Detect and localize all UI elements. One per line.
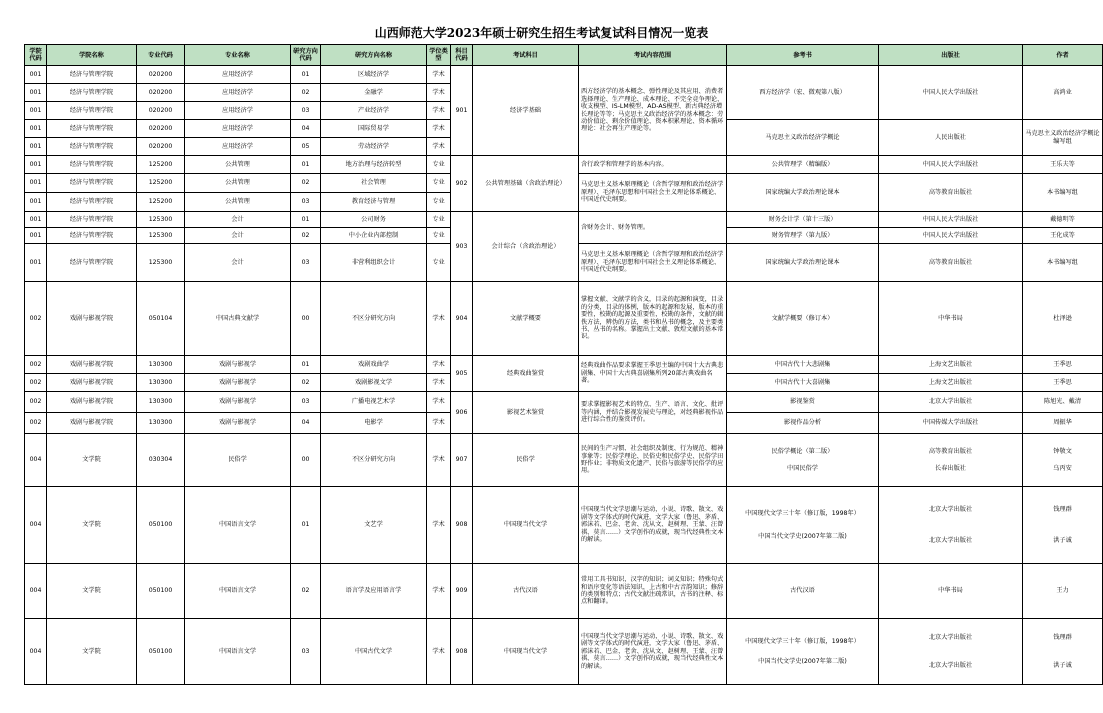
subject-name: 民俗学 bbox=[473, 434, 579, 487]
subjects-table bbox=[24, 44, 1103, 685]
degree-type: 学术 bbox=[427, 356, 451, 374]
book-author: 戴德明等 bbox=[1023, 212, 1103, 228]
major-name: 中国语言文学 bbox=[185, 487, 291, 564]
book-author: 王季思 bbox=[1023, 356, 1103, 374]
book-title bbox=[727, 619, 879, 685]
book-publisher-2: 北京大学出版社 bbox=[928, 661, 973, 669]
subject-code: 909 bbox=[451, 564, 473, 619]
degree-type: 学术 bbox=[427, 138, 451, 156]
table-row bbox=[25, 66, 1103, 84]
book-author bbox=[1023, 434, 1103, 487]
degree-type: 学术 bbox=[427, 413, 451, 434]
header-degree: 学位类型 bbox=[427, 45, 451, 66]
major-code: 125300 bbox=[137, 244, 185, 282]
book-publisher: 人民出版社 bbox=[879, 120, 1023, 156]
college-code: 001 bbox=[25, 228, 47, 244]
dir-code: 03 bbox=[291, 193, 321, 212]
subject-code: 901 bbox=[451, 66, 473, 156]
book-title: 公共管理学（精编版） bbox=[727, 156, 879, 174]
dir-code: 04 bbox=[291, 413, 321, 434]
dir-name: 公司财务 bbox=[321, 212, 427, 228]
college-name: 经济与管理学院 bbox=[47, 174, 137, 193]
degree-type: 学术 bbox=[427, 102, 451, 120]
dir-code: 01 bbox=[291, 156, 321, 174]
subject-name: 经济学基础 bbox=[473, 66, 579, 156]
book-title: 古代汉语 bbox=[727, 564, 879, 619]
dir-code: 01 bbox=[291, 487, 321, 564]
degree-type: 专业 bbox=[427, 156, 451, 174]
college-code: 004 bbox=[25, 487, 47, 564]
major-code: 020200 bbox=[137, 102, 185, 120]
college-code: 002 bbox=[25, 413, 47, 434]
book-author: 本书编写组 bbox=[1023, 174, 1103, 212]
major-code: 050100 bbox=[137, 487, 185, 564]
book-title: 财务会计学（第十三版） bbox=[727, 212, 879, 228]
table-row bbox=[25, 392, 1103, 413]
college-name: 经济与管理学院 bbox=[47, 244, 137, 282]
dir-name: 金融学 bbox=[321, 84, 427, 102]
college-code: 002 bbox=[25, 356, 47, 374]
dir-code: 05 bbox=[291, 138, 321, 156]
dir-code: 01 bbox=[291, 66, 321, 84]
major-code: 125300 bbox=[137, 228, 185, 244]
header-dir-code: 研究方向代码 bbox=[291, 45, 321, 66]
dir-name: 中小企业内部控制 bbox=[321, 228, 427, 244]
college-name: 戏剧与影视学院 bbox=[47, 356, 137, 374]
book-title: 西方经济学（宏、微观第八版） bbox=[727, 66, 879, 120]
major-name: 应用经济学 bbox=[185, 120, 291, 138]
book-publisher: 中华书局 bbox=[879, 564, 1023, 619]
subject-code: 903 bbox=[451, 212, 473, 282]
major-name: 会计 bbox=[185, 212, 291, 228]
major-code: 020200 bbox=[137, 120, 185, 138]
degree-type: 学术 bbox=[427, 564, 451, 619]
dir-name: 中国古代文学 bbox=[321, 619, 427, 685]
subject-name: 公共管理基础（含政治理论） bbox=[473, 156, 579, 212]
dir-name: 文艺学 bbox=[321, 487, 427, 564]
book-publisher: 上海文艺出版社 bbox=[879, 374, 1023, 392]
dir-code: 02 bbox=[291, 564, 321, 619]
subject-content: 常用工具书知识，汉字的知识；词义知识；特殊句式和语序变化等语法知识，上古和中古音韵知识；修辞的类别和特点；古代文献注疏常识，古书的注释、标点和翻译。 bbox=[579, 564, 727, 619]
major-name: 公共管理 bbox=[185, 156, 291, 174]
college-name: 文学院 bbox=[47, 487, 137, 564]
degree-type: 学术 bbox=[427, 487, 451, 564]
subject-code: 908 bbox=[451, 487, 473, 564]
book-author: 王力 bbox=[1023, 564, 1103, 619]
dir-name: 不区分研究方向 bbox=[321, 434, 427, 487]
table-row bbox=[25, 212, 1103, 228]
book-author: 王乐夫等 bbox=[1023, 156, 1103, 174]
major-code: 020200 bbox=[137, 138, 185, 156]
book-title: 中国古代十大悲剧集 bbox=[727, 356, 879, 374]
book-publisher: 中国人民大学出版社 bbox=[879, 212, 1023, 228]
book-title: 文献学概要（修订本） bbox=[727, 282, 879, 356]
major-name: 中国语言文学 bbox=[185, 619, 291, 685]
book-author-1: 钱理群 bbox=[1053, 505, 1072, 513]
major-name: 戏剧与影视学 bbox=[185, 374, 291, 392]
college-code: 001 bbox=[25, 138, 47, 156]
college-name: 经济与管理学院 bbox=[47, 120, 137, 138]
book-author bbox=[1023, 619, 1103, 685]
college-code: 001 bbox=[25, 120, 47, 138]
dir-name: 区域经济学 bbox=[321, 66, 427, 84]
book-author: 高鸿业 bbox=[1023, 66, 1103, 120]
college-code: 001 bbox=[25, 174, 47, 193]
book-author-2: 洪子诚 bbox=[1053, 537, 1072, 544]
major-name: 会计 bbox=[185, 244, 291, 282]
book-publisher-2: 长春出版社 bbox=[935, 465, 966, 472]
book-title bbox=[727, 434, 879, 487]
header-row bbox=[25, 45, 1103, 66]
book-publisher: 中国人民大学出版社 bbox=[879, 228, 1023, 244]
degree-type: 专业 bbox=[427, 244, 451, 282]
college-code: 001 bbox=[25, 102, 47, 120]
subject-code: 904 bbox=[451, 282, 473, 356]
dir-code: 00 bbox=[291, 282, 321, 356]
degree-type: 学术 bbox=[427, 392, 451, 413]
dir-code: 02 bbox=[291, 174, 321, 193]
dir-code: 02 bbox=[291, 374, 321, 392]
degree-type: 专业 bbox=[427, 193, 451, 212]
dir-name: 戏剧戏曲学 bbox=[321, 356, 427, 374]
book-title bbox=[727, 487, 879, 564]
college-name: 经济与管理学院 bbox=[47, 102, 137, 120]
college-code: 001 bbox=[25, 66, 47, 84]
table-row bbox=[25, 282, 1103, 356]
dir-code: 03 bbox=[291, 102, 321, 120]
subject-name: 会计综合（含政治理论） bbox=[473, 212, 579, 282]
dir-code: 03 bbox=[291, 392, 321, 413]
college-name: 经济与管理学院 bbox=[47, 212, 137, 228]
degree-type: 专业 bbox=[427, 174, 451, 193]
book-publisher: 北京大学出版社 bbox=[879, 392, 1023, 413]
book-publisher: 中华书局 bbox=[879, 282, 1023, 356]
degree-type: 学术 bbox=[427, 120, 451, 138]
book-title: 国家统编大学政治理论课本 bbox=[727, 244, 879, 282]
college-name: 经济与管理学院 bbox=[47, 84, 137, 102]
book-title-1: 中国现代文学三十年（修订版，1998年） bbox=[745, 638, 860, 646]
book-title: 影视鉴赏 bbox=[727, 392, 879, 413]
major-code: 050104 bbox=[137, 282, 185, 356]
major-name: 应用经济学 bbox=[185, 66, 291, 84]
book-title-2: 中国当代文学史(2007年第二版) bbox=[758, 533, 847, 540]
book-publisher: 中国人民大学出版社 bbox=[879, 66, 1023, 120]
college-code: 002 bbox=[25, 282, 47, 356]
book-publisher-1: 高等教育出版社 bbox=[928, 447, 973, 455]
header-college-code: 学院代码 bbox=[25, 45, 47, 66]
dir-name: 地方治理与经济转型 bbox=[321, 156, 427, 174]
major-code: 130300 bbox=[137, 356, 185, 374]
subject-content: 要求掌握影视艺术的特点、生产、语言、文化、批评等内涵，并结合影视发展史与理论，对经典影视作品进行综合性的鉴赏评价。 bbox=[579, 392, 727, 434]
subject-code: 902 bbox=[451, 156, 473, 212]
book-author: 本书编写组 bbox=[1023, 244, 1103, 282]
book-title: 马克思主义政治经济学概论 bbox=[727, 120, 879, 156]
degree-type: 学术 bbox=[427, 84, 451, 102]
degree-type: 学术 bbox=[427, 66, 451, 84]
header-author: 作者 bbox=[1023, 45, 1103, 66]
subject-name: 影视艺术鉴赏 bbox=[473, 392, 579, 434]
major-code: 050100 bbox=[137, 564, 185, 619]
dir-name: 产业经济学 bbox=[321, 102, 427, 120]
degree-type: 学术 bbox=[427, 619, 451, 685]
book-author-1: 钱理群 bbox=[1053, 634, 1072, 642]
header-subject-code: 科目代码 bbox=[451, 45, 473, 66]
dir-code: 01 bbox=[291, 356, 321, 374]
major-name: 中国古典文献学 bbox=[185, 282, 291, 356]
college-name: 经济与管理学院 bbox=[47, 66, 137, 84]
subject-content: 经典戏曲作品要求掌握王季思主编的中国十大古典悲剧集、中国十大古典喜剧集所列20部古典戏曲名著。 bbox=[579, 356, 727, 392]
book-author: 杜泽逊 bbox=[1023, 282, 1103, 356]
subject-content: 中国现当代文学思潮与运动，小说、诗歌、散文、戏剧等文学体式的时代演进，文学大家（鲁迅、茅盾、郭沫若、巴金、老舍、沈从文、赵树理、王蒙、汪曾祺、莫言……）文学创作的成就，现当代经典性文本的解读。 bbox=[579, 619, 727, 685]
major-name: 民俗学 bbox=[185, 434, 291, 487]
major-name: 中国语言文学 bbox=[185, 564, 291, 619]
college-code: 001 bbox=[25, 244, 47, 282]
college-name: 经济与管理学院 bbox=[47, 156, 137, 174]
dir-name: 电影学 bbox=[321, 413, 427, 434]
college-name: 文学院 bbox=[47, 619, 137, 685]
book-author: 马克思主义政治经济学概论编写组 bbox=[1023, 120, 1103, 156]
header-subject: 考试科目 bbox=[473, 45, 579, 66]
degree-type: 专业 bbox=[427, 228, 451, 244]
major-code: 125200 bbox=[137, 174, 185, 193]
college-code: 001 bbox=[25, 212, 47, 228]
subject-content: 马克思主义基本原理概论（含哲学原理和政治经济学原理）、毛泽东思想和中国社会主义理论体系概论、中国近代史纲要。 bbox=[579, 244, 727, 282]
college-name: 戏剧与影视学院 bbox=[47, 282, 137, 356]
subject-content: 含财务会计、财务管理。 bbox=[579, 212, 727, 244]
college-name: 经济与管理学院 bbox=[47, 193, 137, 212]
degree-type: 学术 bbox=[427, 434, 451, 487]
dir-name: 不区分研究方向 bbox=[321, 282, 427, 356]
college-name: 经济与管理学院 bbox=[47, 138, 137, 156]
subject-content: 西方经济学的基本概念、弹性理论及其应用、消费者选择理论、生产理论、成本理论、不完全竞争理论、收支模型、IS-LM模型、AD-AS模型、新古典经济增长理论等等；马克思主义政治经济学的基本概念：劳动价值论、剩余价值理论、资本积累理论、资本循环理论：社会再生产理论等。 bbox=[579, 66, 727, 156]
book-title: 财务管理学（第九版） bbox=[727, 228, 879, 244]
dir-name: 劳动经济学 bbox=[321, 138, 427, 156]
dir-name: 戏剧影视文学 bbox=[321, 374, 427, 392]
major-code: 020200 bbox=[137, 84, 185, 102]
dir-name: 社会管理 bbox=[321, 174, 427, 193]
degree-type: 专业 bbox=[427, 212, 451, 228]
subject-content: 民间的生产习惯、社会组织及制度、行为规范、精神事象等；民俗学理论、民俗史和民俗学史、民俗学田野作业；非物质文化遗产、民俗与旅游等民俗学的应用。 bbox=[579, 434, 727, 487]
college-code: 004 bbox=[25, 434, 47, 487]
book-title: 中国古代十大喜剧集 bbox=[727, 374, 879, 392]
table-row bbox=[25, 564, 1103, 619]
header-dir: 研究方向名称 bbox=[321, 45, 427, 66]
major-name: 应用经济学 bbox=[185, 138, 291, 156]
book-author: 陈旭光、戴清 bbox=[1023, 392, 1103, 413]
book-publisher-1: 北京大学出版社 bbox=[928, 505, 973, 513]
book-author: 王化成等 bbox=[1023, 228, 1103, 244]
dir-name: 非营利组织会计 bbox=[321, 244, 427, 282]
college-name: 经济与管理学院 bbox=[47, 228, 137, 244]
major-code: 125300 bbox=[137, 212, 185, 228]
header-college: 学院名称 bbox=[47, 45, 137, 66]
major-code: 130300 bbox=[137, 413, 185, 434]
major-name: 公共管理 bbox=[185, 174, 291, 193]
table-row bbox=[25, 434, 1103, 487]
book-publisher-2: 北京大学出版社 bbox=[928, 537, 973, 544]
book-title-1: 中国现代文学三十年（修订版，1998年） bbox=[745, 509, 860, 517]
college-name: 文学院 bbox=[47, 434, 137, 487]
college-name: 文学院 bbox=[47, 564, 137, 619]
book-title-2: 中国当代文学史(2007年第二版) bbox=[758, 657, 847, 665]
subject-code: 907 bbox=[451, 434, 473, 487]
book-publisher bbox=[879, 434, 1023, 487]
header-content: 考试内容范围 bbox=[579, 45, 727, 66]
major-name: 戏剧与影视学 bbox=[185, 392, 291, 413]
book-title-1: 民俗学概论（第二版） bbox=[771, 447, 834, 455]
major-code: 130300 bbox=[137, 374, 185, 392]
book-publisher bbox=[879, 487, 1023, 564]
dir-code: 03 bbox=[291, 244, 321, 282]
subject-content: 马克思主义基本原理概论（含哲学原理和政治经济学原理）、毛泽东思想和中国社会主义理论体系概论、中国近代史纲要。 bbox=[579, 174, 727, 212]
dir-name: 国际贸易学 bbox=[321, 120, 427, 138]
college-code: 002 bbox=[25, 392, 47, 413]
header-book: 参考书 bbox=[727, 45, 879, 66]
college-code: 004 bbox=[25, 564, 47, 619]
dir-name: 教育经济与管理 bbox=[321, 193, 427, 212]
major-name: 公共管理 bbox=[185, 193, 291, 212]
book-author-1: 钟敬文 bbox=[1053, 447, 1072, 455]
book-title: 国家统编大学政治理论课本 bbox=[727, 174, 879, 212]
book-publisher: 高等教育出版社 bbox=[879, 174, 1023, 212]
book-author bbox=[1023, 487, 1103, 564]
table-row bbox=[25, 619, 1103, 685]
book-publisher: 上海文艺出版社 bbox=[879, 356, 1023, 374]
college-code: 001 bbox=[25, 84, 47, 102]
subject-name: 古代汉语 bbox=[473, 564, 579, 619]
major-name: 应用经济学 bbox=[185, 102, 291, 120]
subject-content: 中国现当代文学思潮与运动，小说、诗歌、散文、戏剧等文学体式的时代演进，文学大家（鲁迅、茅盾、郭沫若、巴金、老舍、沈从文、赵树理、王蒙、汪曾祺、莫言……）文学创作的成就，现当代经典性文本的解读。 bbox=[579, 487, 727, 564]
dir-code: 01 bbox=[291, 212, 321, 228]
college-name: 戏剧与影视学院 bbox=[47, 413, 137, 434]
book-author-2: 洪子诚 bbox=[1053, 661, 1072, 669]
subject-code: 906 bbox=[451, 392, 473, 434]
book-author: 周振华 bbox=[1023, 413, 1103, 434]
major-code: 050100 bbox=[137, 619, 185, 685]
dir-code: 00 bbox=[291, 434, 321, 487]
book-publisher: 高等教育出版社 bbox=[879, 244, 1023, 282]
degree-type: 学术 bbox=[427, 374, 451, 392]
header-major: 专业名称 bbox=[185, 45, 291, 66]
table-row bbox=[25, 156, 1103, 174]
dir-code: 03 bbox=[291, 619, 321, 685]
book-title-2: 中国民俗学 bbox=[787, 465, 818, 472]
table-row bbox=[25, 356, 1103, 374]
major-name: 应用经济学 bbox=[185, 84, 291, 102]
subject-content: 含行政学和管理学的基本内容。 bbox=[579, 156, 727, 174]
subject-code: 905 bbox=[451, 356, 473, 392]
book-publisher bbox=[879, 619, 1023, 685]
major-code: 030304 bbox=[137, 434, 185, 487]
dir-code: 02 bbox=[291, 84, 321, 102]
book-publisher: 中国传媒大学出版社 bbox=[879, 413, 1023, 434]
book-author: 王季思 bbox=[1023, 374, 1103, 392]
book-title: 影视作品分析 bbox=[727, 413, 879, 434]
dir-name: 广播电视艺术学 bbox=[321, 392, 427, 413]
subject-code: 908 bbox=[451, 619, 473, 685]
college-name: 戏剧与影视学院 bbox=[47, 374, 137, 392]
table-row bbox=[25, 487, 1103, 564]
college-code: 001 bbox=[25, 193, 47, 212]
subject-name: 中国现当代文学 bbox=[473, 619, 579, 685]
header-major-code: 专业代码 bbox=[137, 45, 185, 66]
major-code: 020200 bbox=[137, 66, 185, 84]
dir-code: 02 bbox=[291, 228, 321, 244]
header-publisher: 出版社 bbox=[879, 45, 1023, 66]
major-name: 会计 bbox=[185, 228, 291, 244]
subject-name: 中国现当代文学 bbox=[473, 487, 579, 564]
major-name: 戏剧与影视学 bbox=[185, 413, 291, 434]
dir-code: 04 bbox=[291, 120, 321, 138]
major-code: 125200 bbox=[137, 193, 185, 212]
subject-name: 文献学概要 bbox=[473, 282, 579, 356]
major-code: 130300 bbox=[137, 392, 185, 413]
major-name: 戏剧与影视学 bbox=[185, 356, 291, 374]
major-code: 125200 bbox=[137, 156, 185, 174]
college-code: 004 bbox=[25, 619, 47, 685]
subject-name: 经典戏曲鉴赏 bbox=[473, 356, 579, 392]
degree-type: 学术 bbox=[427, 282, 451, 356]
book-author-2: 乌丙安 bbox=[1053, 465, 1072, 472]
college-code: 001 bbox=[25, 156, 47, 174]
dir-name: 语言学及应用语言学 bbox=[321, 564, 427, 619]
college-code: 002 bbox=[25, 374, 47, 392]
book-publisher: 中国人民大学出版社 bbox=[879, 156, 1023, 174]
college-name: 戏剧与影视学院 bbox=[47, 392, 137, 413]
page-title: 山西师范大学2023年硕士研究生招生考试复试科目情况一览表 bbox=[374, 26, 709, 40]
subject-content: 掌握文献、文献学的含义，目录的起源和演变，目录的分类，目录的体例，版本的起源和发展，版本的重要性，校勘的起源及重要性，校勘的条件，文献的辑佚方法，辨伪的方法，类书和丛书的概念，及主要类书、丛书的名称。掌握出土文献、敦煌文献的基本常识。 bbox=[579, 282, 727, 356]
book-publisher-1: 北京大学出版社 bbox=[928, 634, 973, 642]
